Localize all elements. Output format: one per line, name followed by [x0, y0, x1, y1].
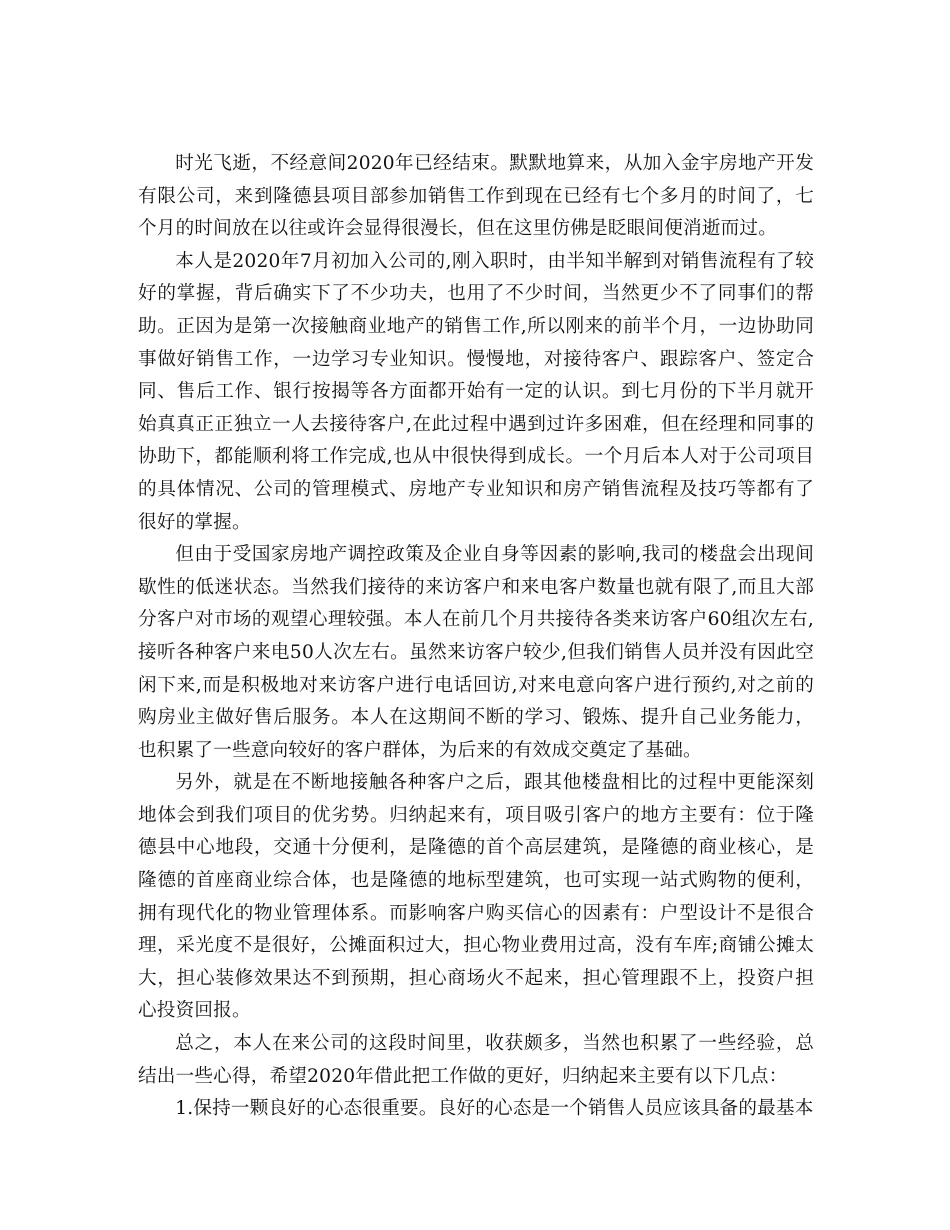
paragraph-intro: 时光飞逝，不经意间2020年已经结束。默默地算来，从加入金宇房地产开发有限公司，来到隆德县项目部参加销售工作到现在已经有七个多月的时间了，七个月的时间放在以往或许会显得很漫长，但在这里仿佛是眨眼间便消逝而过。	[138, 153, 814, 240]
paragraph-market-conditions: 但由于受国家房地产调控政策及企业自身等因素的影响,我司的楼盘会出现间歇性的低迷状态。当然我们接待的来访客户和来电客户数量也就有限了,而且大部分客户对市场的观望心理较强。本人在前几个月共接待各类来访客户60组次左右,接听各种客户来电50人次左右。虽然来访客户较少,但我们销售人员并没有因此空闲下来,而是积极地对来访客户进行电话回访,对来电意向客户进行预约,对之前的购房业主做好售后服务。本人在这期间不断的学习、锻炼、提升自己业务能力，也积累了一些意向较好的客户群体，为后来的有效成交奠定了基础。	[138, 544, 814, 761]
paragraph-point-1: 1.保持一颗良好的心态很重要。良好的心态是一个销售人员应该具备的最基本	[175, 1098, 814, 1120]
paragraph-project-analysis: 另外，就是在不断地接触各种客户之后，跟其他楼盘相比的过程中更能深刻地体会到我们项目的优劣势。归纳起来有，项目吸引客户的地方主要有：位于隆德县中心地段，交通十分便利，是隆德的首个高层建筑，是隆德的商业核心，是隆德的首座商业综合体，也是隆德的地标型建筑，也可实现一站式购物的便利，拥有现代化的物业管理体系。而影响客户购买信心的因素有：户型设计不是很合理，采光度不是很好，公摊面积过大，担心物业费用过高，没有车库;商铺公摊太大，担心装修效果达不到预期，担心商场火不起来，担心管理跟不上，投资户担心投资回报。	[138, 772, 814, 1022]
paragraph-summary: 总之，本人在来公司的这段时间里，收获颇多，当然也积累了一些经验，总结出一些心得，希望2020年借此把工作做的更好，归纳起来主要有以下几点：	[138, 1033, 814, 1087]
paragraph-onboarding: 本人是2020年7月初加入公司的,刚入职时，由半知半解到对销售流程有了较好的掌握，背后确实下了不少功夫，也用了不少时间，当然更少不了同事们的帮助。正因为是第一次接触商业地产的销售工作,所以刚来的前半个月，一边协助同事做好销售工作，一边学习专业知识。慢慢地，对接待客户、跟踪客户、签定合同、售后工作、银行按揭等各方面都开始有一定的认识。到七月份的下半月就开始真真正正独立一人去接待客户,在此过程中遇到过许多困难，但在经理和同事的协助下，都能顺利将工作完成,也从中很快得到成长。一个月后本人对于公司项目的具体情况、公司的管理模式、房地产专业知识和房产销售流程及技巧等都有了很好的掌握。	[138, 250, 814, 533]
document-body	[138, 148, 814, 1126]
